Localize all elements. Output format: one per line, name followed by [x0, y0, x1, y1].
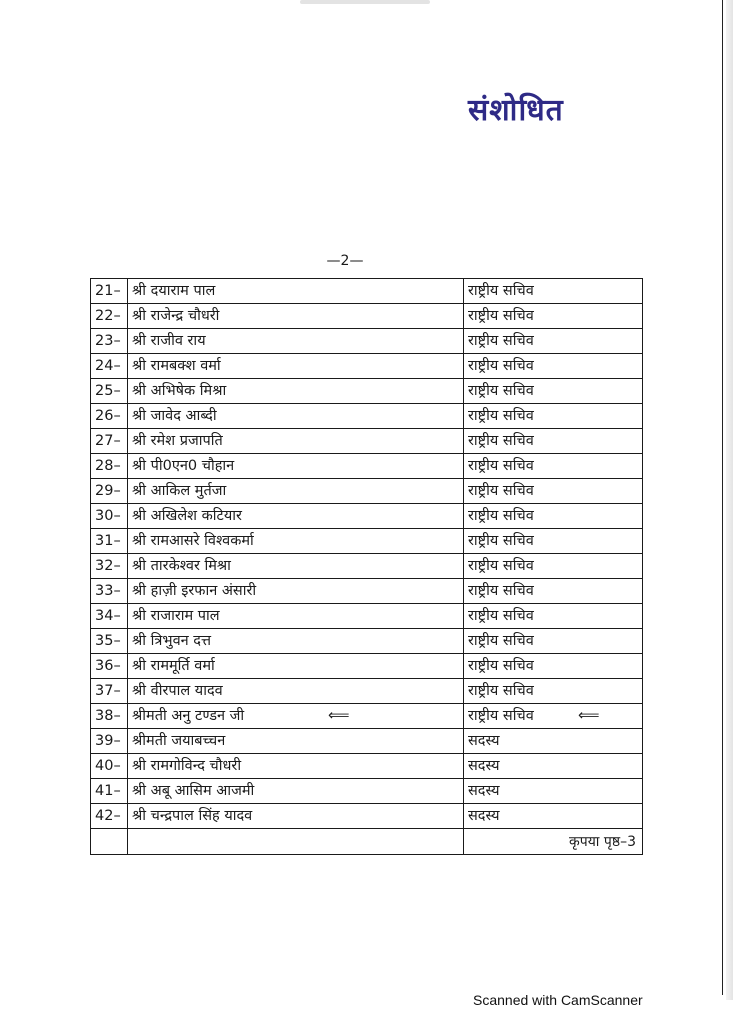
member-name — [128, 629, 464, 654]
member-name — [128, 554, 464, 579]
member-name — [128, 454, 464, 479]
table-row — [91, 754, 643, 779]
member-role — [464, 804, 643, 829]
member-role-text: राष्ट्रीय सचिव — [468, 483, 534, 499]
serial-number: 24– — [91, 354, 128, 379]
member-role — [464, 579, 643, 604]
member-name-text: श्री रामबक्श वर्मा — [132, 358, 221, 374]
member-role — [464, 704, 643, 729]
member-role — [464, 454, 643, 479]
member-role-text: राष्ट्रीय सचिव — [468, 558, 534, 574]
serial-number: 35– — [91, 629, 128, 654]
member-role-text: राष्ट्रीय सचिव — [468, 608, 534, 624]
member-role — [464, 429, 643, 454]
member-role — [464, 604, 643, 629]
member-name-text: श्री राजाराम पाल — [132, 608, 220, 624]
member-role — [464, 529, 643, 554]
serial-number: 42– — [91, 804, 128, 829]
table-row — [91, 304, 643, 329]
member-role — [464, 679, 643, 704]
page-edge-line — [722, 0, 723, 995]
serial-number: 29– — [91, 479, 128, 504]
serial-number: 23– — [91, 329, 128, 354]
member-name-text: श्री अखिलेश कटियार — [132, 508, 242, 524]
member-name — [128, 804, 464, 829]
member-name-text: श्री चन्द्रपाल सिंह यादव — [132, 808, 253, 824]
member-name-text: श्री तारकेश्वर मिश्रा — [132, 558, 231, 574]
member-role — [464, 504, 643, 529]
member-name-text: श्री हाज़ी इरफान अंसारी — [132, 583, 257, 599]
member-role-text: सदस्य — [468, 808, 500, 824]
member-role-text: राष्ट्रीय सचिव — [468, 383, 534, 399]
member-role — [464, 279, 643, 304]
revised-stamp: संशोधित — [468, 93, 564, 128]
member-name — [128, 304, 464, 329]
table-row — [91, 379, 643, 404]
page-number: —2— — [326, 253, 364, 269]
table-row — [91, 629, 643, 654]
member-name-text: श्रीमती जयाबच्चन — [132, 733, 226, 749]
member-name-text: श्री आकिल मुर्तजा — [132, 483, 227, 499]
member-name — [128, 579, 464, 604]
member-name-text: श्री रामगोविन्द चौधरी — [132, 758, 242, 774]
member-name — [128, 654, 464, 679]
member-role — [464, 404, 643, 429]
member-name-text: श्री वीरपाल यादव — [132, 683, 223, 699]
table-row — [91, 554, 643, 579]
member-role — [464, 379, 643, 404]
serial-number: 32– — [91, 554, 128, 579]
left-arrow-icon: ⟸ — [328, 706, 350, 724]
member-name-text: श्रीमती अनु टण्डन जी — [132, 708, 245, 724]
member-role-text: सदस्य — [468, 783, 500, 799]
scanner-watermark: Scanned with CamScanner — [473, 992, 643, 1008]
scan-smudge — [300, 0, 430, 4]
member-role-text: राष्ट्रीय सचिव — [468, 308, 534, 324]
member-name — [128, 479, 464, 504]
serial-number: 38– — [91, 704, 128, 729]
member-role — [464, 729, 643, 754]
serial-number: 36– — [91, 654, 128, 679]
serial-number: 28– — [91, 454, 128, 479]
table-row — [91, 804, 643, 829]
office-bearers-table — [90, 278, 643, 855]
table-row — [91, 529, 643, 554]
serial-number: 34– — [91, 604, 128, 629]
serial-number: 30– — [91, 504, 128, 529]
serial-number: 40– — [91, 754, 128, 779]
member-role-text: राष्ट्रीय सचिव — [468, 633, 534, 649]
page-edge — [726, 0, 733, 1000]
table-row — [91, 604, 643, 629]
serial-number: 41– — [91, 779, 128, 804]
member-name — [128, 754, 464, 779]
member-role-text: राष्ट्रीय सचिव — [468, 283, 534, 299]
member-role-text: राष्ट्रीय सचिव — [468, 358, 534, 374]
member-role — [464, 779, 643, 804]
member-name — [128, 729, 464, 754]
member-role — [464, 654, 643, 679]
member-name — [128, 329, 464, 354]
table-body — [91, 279, 643, 855]
serial-number: 22– — [91, 304, 128, 329]
member-name — [128, 679, 464, 704]
empty-cell — [128, 829, 464, 855]
member-name — [128, 604, 464, 629]
continue-cell — [464, 829, 643, 855]
table-row — [91, 479, 643, 504]
table-row — [91, 504, 643, 529]
member-name — [128, 404, 464, 429]
table-row — [91, 729, 643, 754]
member-name-text: श्री अभिषेक मिश्रा — [132, 383, 227, 399]
serial-number: 26– — [91, 404, 128, 429]
member-role-text: राष्ट्रीय सचिव — [468, 433, 534, 449]
table-row — [91, 279, 643, 304]
member-name-text: श्री राममूर्ति वर्मा — [132, 658, 215, 674]
serial-number: 21– — [91, 279, 128, 304]
table-row — [91, 779, 643, 804]
empty-cell — [91, 829, 128, 855]
member-name-text: श्री अबू आसिम आजमी — [132, 783, 255, 799]
table-row — [91, 679, 643, 704]
member-role-text: राष्ट्रीय सचिव — [468, 708, 534, 724]
member-name — [128, 279, 464, 304]
table-row — [91, 654, 643, 679]
serial-number: 31– — [91, 529, 128, 554]
member-role — [464, 554, 643, 579]
member-name — [128, 354, 464, 379]
member-role-text: सदस्य — [468, 733, 500, 749]
member-role — [464, 754, 643, 779]
member-name-text: श्री राजीव राय — [132, 333, 206, 349]
member-role-text: सदस्य — [468, 758, 500, 774]
member-role — [464, 479, 643, 504]
member-role-text: राष्ट्रीय सचिव — [468, 508, 534, 524]
member-name-text: श्री रामआसरे विश्वकर्मा — [132, 533, 254, 549]
table-row — [91, 429, 643, 454]
member-role — [464, 329, 643, 354]
member-name — [128, 429, 464, 454]
member-name-text: श्री रमेश प्रजापति — [132, 433, 223, 449]
member-role-text: राष्ट्रीय सचिव — [468, 458, 534, 474]
table-row — [91, 704, 643, 729]
member-role-text: राष्ट्रीय सचिव — [468, 658, 534, 674]
table-row — [91, 404, 643, 429]
member-name — [128, 379, 464, 404]
member-role — [464, 629, 643, 654]
member-role — [464, 354, 643, 379]
serial-number: 27– — [91, 429, 128, 454]
member-name — [128, 779, 464, 804]
member-name-text: श्री पी0एन0 चौहान — [132, 458, 235, 474]
member-name-text: श्री जावेद आब्दी — [132, 408, 217, 424]
member-role-text: राष्ट्रीय सचिव — [468, 333, 534, 349]
member-role-text: राष्ट्रीय सचिव — [468, 533, 534, 549]
table-row — [91, 354, 643, 379]
member-role-text: राष्ट्रीय सचिव — [468, 408, 534, 424]
member-name-text: श्री त्रिभुवन दत्त — [132, 633, 212, 649]
member-role — [464, 304, 643, 329]
left-arrow-icon: ⟸ — [578, 706, 600, 724]
table-row-continue — [91, 829, 643, 855]
serial-number: 37– — [91, 679, 128, 704]
table-row — [91, 454, 643, 479]
table-row — [91, 579, 643, 604]
member-name — [128, 504, 464, 529]
serial-number: 33– — [91, 579, 128, 604]
serial-number: 39– — [91, 729, 128, 754]
member-role-text: राष्ट्रीय सचिव — [468, 683, 534, 699]
member-name-text: श्री राजेन्द्र चौधरी — [132, 308, 220, 324]
member-role-text: राष्ट्रीय सचिव — [468, 583, 534, 599]
serial-number: 25– — [91, 379, 128, 404]
table-row — [91, 329, 643, 354]
member-name-text: श्री दयाराम पाल — [132, 283, 216, 299]
member-name — [128, 529, 464, 554]
member-name — [128, 704, 464, 729]
continue-note: कृपया पृष्ठ–3 — [568, 834, 636, 850]
